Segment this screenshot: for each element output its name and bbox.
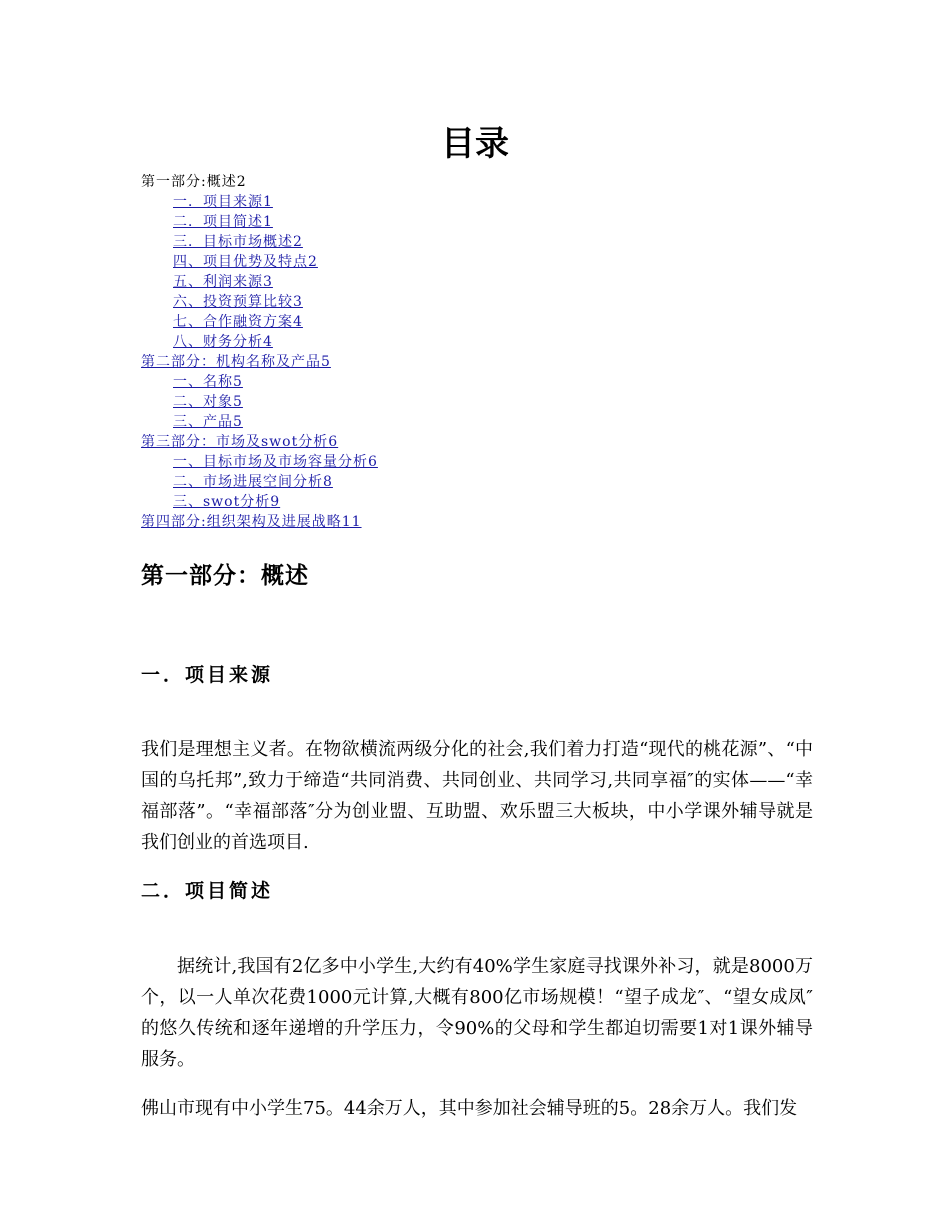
toc-item[interactable] (141, 372, 378, 392)
toc-item[interactable] (141, 452, 378, 472)
toc-link[interactable]: 一、目标市场及市场容量分析6 (173, 454, 378, 470)
toc-item[interactable] (141, 352, 378, 372)
toc-link[interactable]: 三、产品5 (173, 414, 243, 430)
toc-item[interactable] (141, 272, 378, 292)
toc-link[interactable]: 四、项目优势及特点2 (173, 254, 318, 270)
toc-item[interactable] (141, 412, 378, 432)
toc-link[interactable]: 一、名称5 (173, 374, 243, 390)
toc-link[interactable]: 第二部分：机构名称及产品5 (141, 354, 331, 370)
toc-link[interactable]: 五、利润来源3 (173, 274, 273, 290)
toc-link[interactable]: 二．项目简述1 (173, 214, 273, 230)
part1-heading: 第一部分：概述 (141, 562, 309, 589)
toc-item[interactable] (141, 232, 378, 252)
section1-heading: 一．项目来源 (141, 664, 274, 686)
toc-link[interactable]: 第一部分:概述2 (141, 174, 247, 190)
toc-item[interactable] (141, 192, 378, 212)
toc-link[interactable]: 二、对象5 (173, 394, 243, 410)
toc-item[interactable] (141, 292, 378, 312)
toc-item[interactable] (141, 472, 378, 492)
table-of-contents (141, 172, 378, 532)
toc-link[interactable]: 六、投资预算比较3 (173, 294, 303, 310)
toc-link[interactable]: 三、swot分析9 (173, 494, 281, 510)
section2-heading: 二．项目简述 (141, 880, 274, 902)
toc-link[interactable]: 一．项目来源1 (173, 194, 273, 210)
toc-link[interactable]: 第三部分：市场及swot分析6 (141, 434, 339, 450)
toc-link[interactable]: 八、财务分析4 (173, 334, 273, 350)
section2-paragraph-2: 佛山市现有中小学生75。44余万人，其中参加社会辅导班的5。28余万人。我们发 (141, 1098, 798, 1119)
toc-item[interactable] (141, 512, 378, 532)
toc-item[interactable] (141, 432, 378, 452)
toc-title: 目录 (441, 124, 509, 164)
section2-paragraph-1: 据统计,我国有2亿多中小学生,大约有40%学生家庭寻找课外补习，就是8000万个，以一人单次花费1000元计算,大概有800亿市场规模！“望子成龙″、“望女成凤″的悠久传统和逐年递增的升学压力，令90%的父母和学生都迫切需要1对1课外辅导服务。 (141, 956, 813, 1070)
toc-link[interactable]: 三．目标市场概述2 (173, 234, 303, 250)
toc-item[interactable] (141, 332, 378, 352)
toc-item[interactable] (141, 172, 378, 192)
toc-item[interactable] (141, 492, 378, 512)
toc-item[interactable] (141, 312, 378, 332)
toc-link[interactable]: 第四部分:组织架构及进展战略11 (141, 514, 362, 530)
toc-item[interactable] (141, 212, 378, 232)
toc-link[interactable]: 七、合作融资方案4 (173, 314, 303, 330)
toc-link[interactable]: 二、市场进展空间分析8 (173, 474, 333, 490)
toc-item[interactable] (141, 392, 378, 412)
toc-item[interactable] (141, 252, 378, 272)
section1-paragraph: 我们是理想主义者。在物欲横流两级分化的社会,我们着力打造“现代的桃花源”、“中国的乌托邦”,致力于缔造“共同消费、共同创业、共同学习,共同享福″的实体——“幸福部落”。“幸福部落″分为创业盟、互助盟、欢乐盟三大板块，中小学课外辅导就是我们创业的首选项目. (141, 739, 813, 853)
